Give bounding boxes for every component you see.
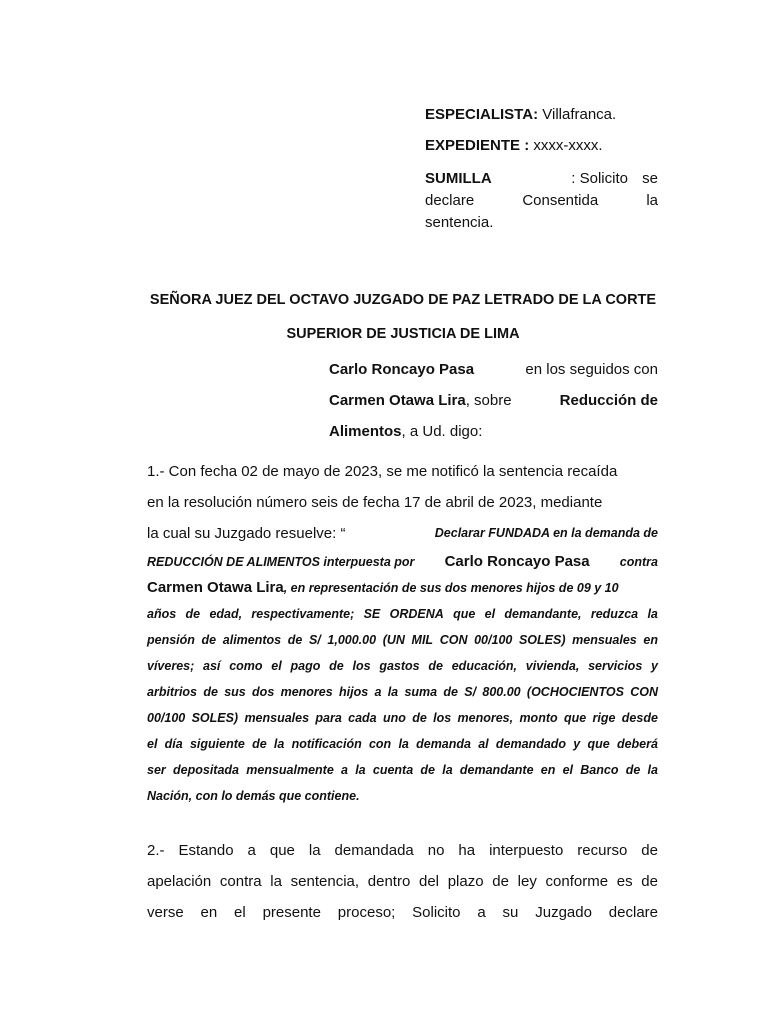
sumilla-text: declare: [425, 192, 475, 209]
expediente-label: EXPEDIENTE :: [425, 137, 530, 154]
quoted-resolution: [147, 549, 658, 809]
p1-text: la cual su Juzgado resuelve: “: [147, 525, 346, 542]
sumilla-row-2: [425, 190, 658, 212]
paragraph-2: [147, 835, 658, 928]
intro-paragraph: [329, 354, 658, 447]
subject-cont: Alimentos: [329, 423, 402, 440]
sumilla-text: la: [646, 192, 658, 209]
intro-line-1: [329, 354, 658, 385]
p2-line: apelación contra la sentencia, dentro del plazo de ley conforme es de: [147, 873, 658, 890]
especialista-label: ESPECIALISTA:: [425, 106, 539, 123]
expediente-line: [425, 135, 658, 157]
sumilla-text: : Solicito: [571, 170, 628, 187]
sumilla-row-3: sentencia.: [425, 214, 494, 231]
plaintiff-name: Carlo Roncayo Pasa: [329, 361, 475, 378]
sumilla-block: [425, 168, 658, 234]
p1-line: 1.- Con fecha 02 de mayo de 2023, se me notificó la sentencia recaída: [147, 463, 618, 480]
quote-line: 00/100 SOLES) mensuales para cada uno de los menores, monto que rige desde: [147, 711, 658, 725]
intro-text: , sobre: [465, 392, 512, 409]
sumilla-label: SUMILLA: [425, 170, 492, 187]
especialista-line: [425, 104, 658, 126]
quote-line: arbitrios de sus dos menores hijos a la suma de S/ 800.00 (OCHOCIENTOS CON: [147, 685, 658, 699]
defendant-name: Carmen Otawa Lira: [147, 579, 284, 596]
p1-line: en la resolución número seis de fecha 17 de abril de 2023, mediante: [147, 494, 603, 511]
quote-text: , en representación de sus dos menores hijos de 09 y 10: [283, 581, 619, 595]
p1-line: [147, 518, 658, 549]
quote-line: pensión de alimentos de S/ 1,000.00 (UN MIL CON 00/100 SOLES) mensuales en: [147, 633, 658, 647]
subject: Reducción de: [559, 392, 658, 409]
court-title-line-1: SEÑORA JUEZ DEL OCTAVO JUZGADO DE PAZ LETRADO DE LA CORTE: [149, 292, 657, 308]
quote-line: [147, 549, 658, 575]
sumilla-text: Consentida: [522, 192, 599, 209]
p2-line: verse en el presente proceso; Solicito a su Juzgado declare: [147, 904, 658, 921]
intro-text: en los seguidos con: [525, 361, 658, 378]
court-title: [120, 283, 686, 351]
especialista-value: Villafranca.: [542, 106, 617, 123]
court-title-line-2: SUPERIOR DE JUSTICIA DE LIMA: [286, 326, 520, 342]
paragraph-1: [147, 456, 658, 809]
intro-line-3: [329, 416, 658, 447]
quote-line: [147, 575, 658, 601]
expediente-value: xxxx-xxxx.: [533, 137, 603, 154]
plaintiff-name: Carlo Roncayo Pasa: [444, 553, 590, 570]
quote-line: años de edad, respectivamente; SE ORDENA que el demandante, reduzca la: [147, 607, 658, 621]
sumilla-text: se: [642, 170, 658, 187]
p2-line: 2.- Estando a que la demandada no ha interpuesto recurso de: [147, 842, 658, 859]
quote-line: el día siguiente de la notificación con la demanda al demandado y que deberá: [147, 737, 658, 751]
sumilla-row-1: [425, 168, 658, 190]
quote-text: REDUCCIÓN DE ALIMENTOS interpuesta por: [147, 555, 415, 569]
quote-line: ser depositada mensualmente a la cuenta de la demandante en el Banco de la: [147, 763, 658, 777]
quote-text: Declarar FUNDADA en la demanda de: [434, 526, 658, 540]
quote-text: contra: [619, 555, 658, 569]
intro-text: , a Ud. digo:: [401, 423, 483, 440]
quote-line: Nación, con lo demás que contiene.: [147, 789, 360, 803]
intro-line-2: [329, 385, 658, 416]
defendant-name: Carmen Otawa Lira: [329, 392, 466, 409]
quote-line: víveres; así como el pago de los gastos de educación, vivienda, servicios y: [147, 659, 658, 673]
